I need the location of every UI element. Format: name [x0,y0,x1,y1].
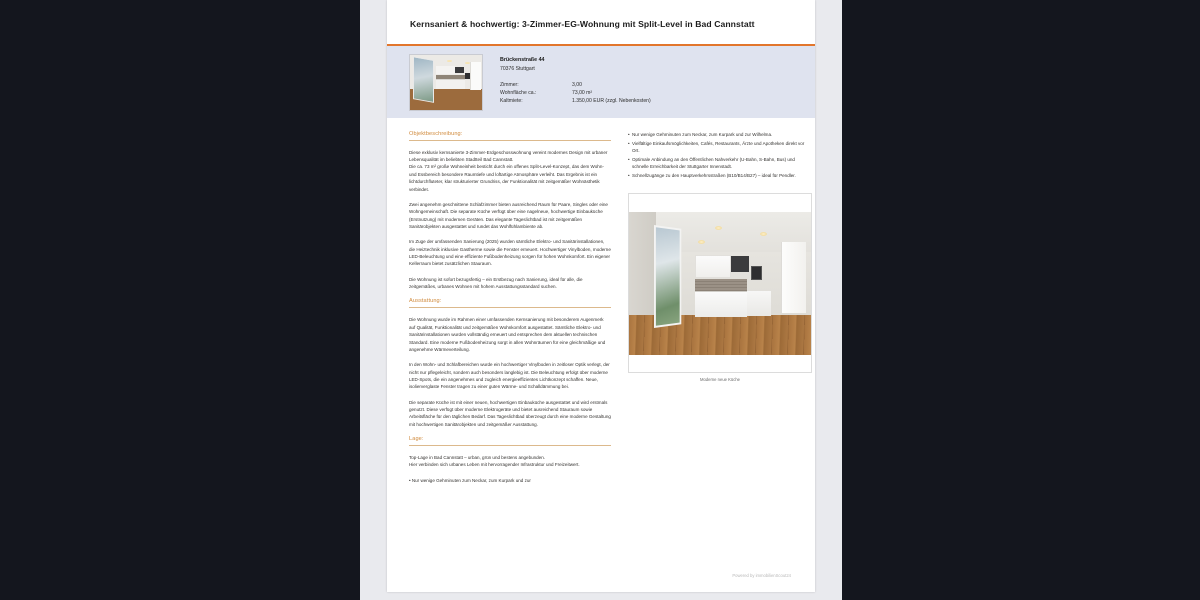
paragraph: In den Wohn- und Schlafbereichen wurde ein hochwertiger Vinylboden in zeitloser Optik verlegt, der nicht nur pflegeleicht, sondern auch besonders langlebig ist. Die Beleuchtung erfolgt über moderne LED-Spots, die ein angenehmes und zugleich energieeffizientes Lichtkonzept schaffen. Neue, isolierverglaste Fenster tragen zu einer guten Wärme- und Schalldämmung bei. [409,362,610,390]
list-item: • Nur wenige Gehminuten zum Neckar, zum Kurpark und zur Wilhelma. [628,131,812,138]
property-street: Brückenstraße 44 [500,56,545,63]
fact-label-kaltmiete: Kaltmiete: [500,98,523,105]
ausstattung-body [409,308,611,428]
table-row [500,81,651,89]
left-column [409,131,611,485]
page-title: Kernsaniert & hochwertig: 3-Zimmer-EG-Wohnung mit Split-Level in Bad Cannstatt [410,19,755,29]
section-heading-ausstattung: Ausstattung: [409,298,611,308]
paragraph: Im Zuge der umfassenden Sanierung (2025) wurden sämtliche Elektro- und Sanitärinstallationen, die Heiztechnik inklusive Gastherme sowie die Fenster erneuert. Hochwertiger Vinylboden, moderne LED-Beleuchtung und eine effiziente Fußbodenheizung sorgen für hohen Wohnkomfort. Ein eigener Kellerraum bietet zusätzlichen Stauraum. [409,239,611,267]
table-row [500,89,651,97]
section-heading-objektbeschreibung: Objektbeschreibung: [409,131,611,141]
list-item: • Schnellzugänge zu den Hauptverkehrsstraßen (B10/B14/B27) – ideal für Pendler. [628,172,812,179]
fact-value-kaltmiete: 1.350,00 EUR (zzgl. Nebenkosten) [572,98,651,105]
document-sheet [387,0,815,592]
fact-label-wohnflaeche: Wohnfläche ca.: [500,89,537,96]
list-item: • Vielfältige Einkaufsmöglichkeiten, Cafés, Restaurants, Ärzte und Apotheken direkt vor Ort. [628,140,812,155]
objektbeschreibung-body [409,141,611,291]
highlights-list [628,131,812,180]
fact-value-wohnflaeche: 73,00 m² [572,89,593,96]
photo-caption: Moderne neue Küche [699,377,741,383]
property-facts-table [500,81,651,106]
fact-value-zimmer: 3,00 [572,81,582,88]
section-heading-lage: Lage: [409,436,611,446]
footer-credit: Powered by immobilienScout24 [732,573,791,578]
right-column [628,131,812,485]
thumbnail-image [409,54,483,111]
paragraph: Diese exklusiv kernsanierte 3-Zimmer-Erdgeschosswohnung vereint modernes Design mit urbaner Lebensqualität im beliebten Stadtteil Bad Cannstatt. Die ca. 73 m² große Wohneinheit besticht durch ein offenes Split-Level-Konzept, das dem Wohn- und Essbereich besondere Raumtiefe und loftartige Atmosphäre verleiht. Das Ergebnis ist ein lichtdurchfluteter, klar strukturierter Grundriss, der Funktionalität mit zeitgemäßer Wohnästhetik verbindet. [409,149,608,192]
paragraph: Zwei angenehm geschnittene Schlafzimmer bieten ausreichend Raum für Paare, Singles oder eine Wohngemeinschaft. Die separate Küche verfügt über eine nagelneue, hochwertige Einbauküche (Erstnutzung) mit modernen Geräten. Das elegante Tageslichtbad ist mit zeitgemäßen Sanitärobjekten ausgestattet und rundet das Wohlfühlambiente ab. [409,201,608,229]
kitchen-photo [628,193,812,373]
paragraph: Die Wohnung ist sofort bezugsfertig – ein Erstbezug nach Sanierung, ideal für alle, die zeitgemäßes, urbanes Wohnen mit hohem Ausstattungsstandard suchen. [409,276,583,290]
paragraph: Top-Lage in Bad Cannstatt – urban, grün und bestens angebunden. Hier verbinden sich urbanes Leben mit hervorragender Infrastruktur und Freizeitwert. [409,455,580,468]
property-city: 70376 Stuttgart [500,65,535,72]
table-row [500,98,651,106]
list-item: • Optimale Anbindung an den Öffentlichen Nahverkehr (U-Bahn, S-Bahn, Bus) und schnelle Erreichbarkeit der Stuttgarter Innenstadt. [628,156,812,171]
lage-bullet-preview: • Nur wenige Gehminuten zum Neckar, zum Kurpark und zur [409,477,531,483]
paragraph: Die separate Küche ist mit einer neuen, hochwertigen Einbauküche ausgestattet und wird erstmals genutzt. Diese verfügt über moderne Elektrogeräte und bietet ausreichend Stauraum sowie Arbeitsfläche für den täglichen Bedarf. Das Tageslichtbad überzeugt durch eine moderne Gestaltung mit hochwertigen Sanitärobjekten und zeitgemäßer Ausstattung. [409,399,611,427]
paragraph: Die Wohnung wurde im Rahmen einer umfassenden Kernsanierung mit besonderem Augenmerk auf Qualität, Funktionalität und zeitgemäßen Wohnkomfort ausgestattet. Sämtliche Elektro- und Sanitärinstallationen wurden vollständig erneuert und entsprechen dem aktuellen technischen Standard. Eine moderne Fußbodenheizung sorgt in allen Wohnräumen für eine gleichmäßige und angenehme Wärmeverteilung. [409,317,606,352]
content-columns [387,118,815,485]
lage-body [409,446,611,484]
fact-label-zimmer: Zimmer: [500,81,519,88]
property-facts-band [387,46,815,118]
